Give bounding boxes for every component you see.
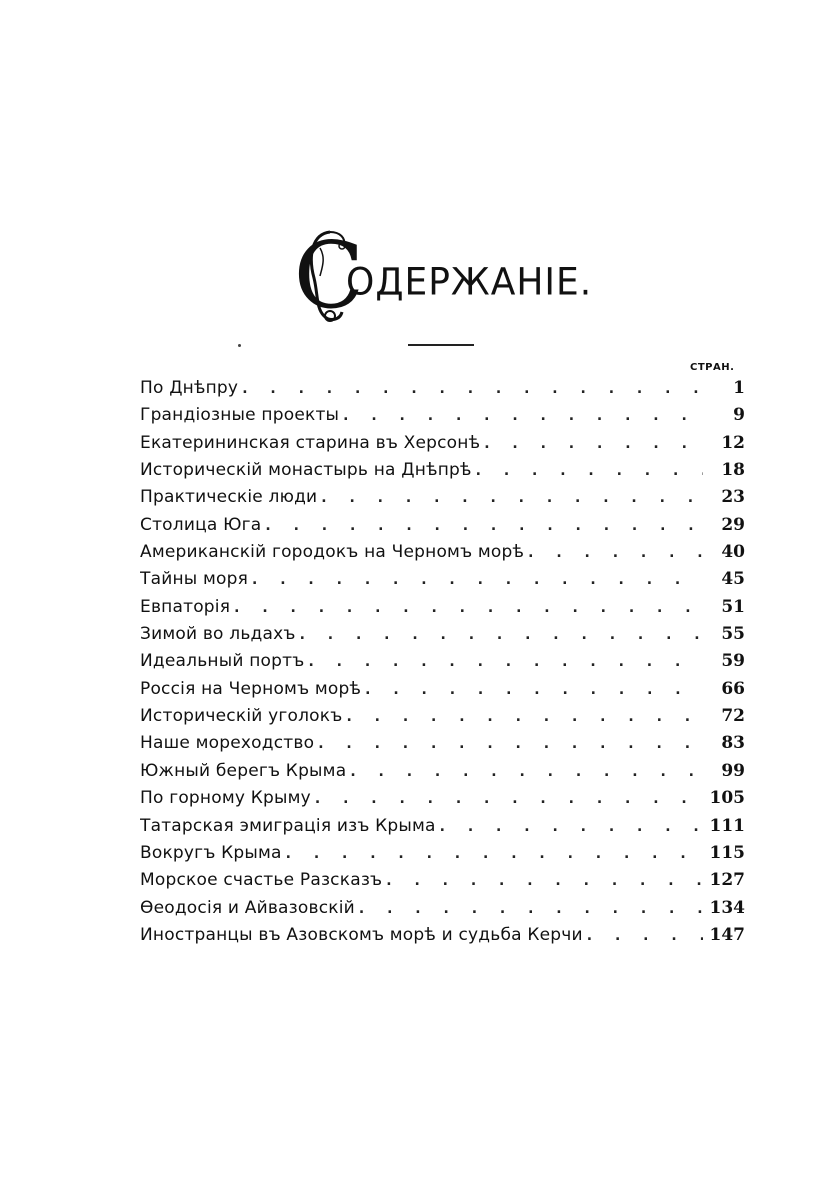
toc-entry: [140, 375, 745, 402]
toc-entry-page-number: 147: [709, 924, 745, 945]
toc-entry-title: Идеальный портъ: [140, 648, 308, 675]
toc-entry-title: Грандіозные проекты: [140, 402, 343, 429]
toc-dot-leader: [308, 649, 703, 675]
toc-entry-page-number: 105: [709, 788, 745, 809]
toc-dot-leader: [234, 595, 703, 621]
toc-entry-title: Тайны моря: [140, 566, 252, 593]
heading-text: ОДЕРЖАНІЕ.: [346, 260, 593, 304]
toc-entry: [140, 430, 745, 457]
toc-entry: [140, 457, 745, 484]
toc-entry: [140, 676, 745, 703]
toc-dot-leader: [343, 403, 703, 429]
heading-rule: [408, 344, 474, 346]
toc-entry-page-number: 9: [733, 405, 745, 426]
toc-entry: [140, 594, 745, 621]
toc-entry-title: Наше мореходство: [140, 730, 318, 757]
toc-dot-leader: [359, 896, 703, 922]
toc-dot-leader: [300, 622, 703, 648]
print-speck: [238, 344, 241, 347]
toc-dot-leader: [252, 567, 703, 593]
toc-entry-page-number: 29: [721, 514, 745, 535]
toc-dot-leader: [484, 431, 703, 457]
toc-entry-title: Евпаторія: [140, 594, 234, 621]
toc-entry: [140, 566, 745, 593]
toc-entry-page-number: 111: [709, 815, 745, 836]
toc-entry-title: Морское счастье Разсказъ: [140, 867, 386, 894]
toc-dot-leader: [365, 677, 703, 703]
toc-entry: [140, 813, 745, 840]
toc-entry-title: По горному Крыму: [140, 785, 315, 812]
toc-entry: [140, 621, 745, 648]
toc-entry-page-number: 59: [721, 651, 745, 672]
toc-entry-title: Зимой во льдахъ: [140, 621, 300, 648]
toc-entry-page-number: 66: [721, 678, 745, 699]
toc-entry-title: Россія на Черномъ морѣ: [140, 676, 365, 703]
toc-entry-page-number: 23: [721, 487, 745, 508]
toc-entry: [140, 703, 745, 730]
toc-dot-leader: [286, 841, 703, 867]
toc-entry: [140, 758, 745, 785]
toc-entry-page-number: 18: [721, 460, 745, 481]
toc-entry-page-number: 115: [709, 842, 745, 863]
toc-entry: [140, 785, 745, 812]
toc-entry-title: Историческій уголокъ: [140, 703, 346, 730]
toc-entry: [140, 867, 745, 894]
toc-entry-title: Ѳеодосія и Айвазовскій: [140, 895, 359, 922]
toc-dot-leader: [242, 376, 703, 402]
table-of-contents: [140, 375, 745, 949]
toc-entry: [140, 648, 745, 675]
toc-entry: [140, 484, 745, 511]
toc-entry-title: Столица Юга: [140, 512, 265, 539]
heading-initial-letter: С: [293, 222, 365, 329]
toc-entry-title: Вокругъ Крыма: [140, 840, 286, 867]
toc-entry-page-number: 83: [721, 733, 745, 754]
toc-entry: [140, 539, 745, 566]
toc-entry-page-number: 72: [721, 706, 745, 727]
toc-entry-page-number: 55: [721, 624, 745, 645]
toc-entry-page-number: 134: [709, 897, 745, 918]
toc-entry-title: Екатерининская старина въ Херсонѣ: [140, 430, 484, 457]
toc-entry-page-number: 40: [721, 542, 745, 563]
toc-entry-title: Историческій монастырь на Днѣпрѣ: [140, 457, 476, 484]
toc-dot-leader: [315, 786, 703, 812]
toc-entry-page-number: 12: [721, 432, 745, 453]
toc-dot-leader: [587, 923, 703, 949]
toc-entry-title: По Днѣпру: [140, 375, 242, 402]
toc-entry-title: Американскій городокъ на Черномъ морѣ: [140, 539, 528, 566]
toc-entry: [140, 922, 745, 949]
toc-entry-title: Практическіе люди: [140, 484, 321, 511]
toc-entry: [140, 895, 745, 922]
toc-dot-leader: [440, 814, 703, 840]
toc-entry: [140, 730, 745, 757]
toc-entry-title: Татарская эмиграція изъ Крыма: [140, 813, 440, 840]
toc-dot-leader: [476, 458, 703, 484]
toc-entry: [140, 512, 745, 539]
toc-entry: [140, 840, 745, 867]
toc-entry-page-number: 1: [733, 378, 745, 398]
toc-entry-page-number: 127: [709, 870, 745, 891]
toc-dot-leader: [265, 513, 703, 539]
toc-dot-leader: [318, 731, 703, 757]
toc-entry: [140, 402, 745, 429]
toc-dot-leader: [321, 485, 703, 511]
toc-dot-leader: [386, 868, 703, 894]
toc-dot-leader: [528, 540, 703, 566]
toc-entry-page-number: 99: [721, 760, 745, 781]
toc-dot-leader: [346, 704, 703, 730]
contents-heading: [293, 222, 600, 329]
toc-entry-title: Иностранцы въ Азовскомъ морѣ и судьба Керчи: [140, 922, 587, 949]
toc-entry-page-number: 45: [721, 569, 745, 590]
toc-entry-title: Южный берегъ Крыма: [140, 758, 350, 785]
toc-dot-leader: [350, 759, 703, 785]
page-column-label: СТРАН.: [690, 362, 735, 373]
toc-entry-page-number: 51: [721, 596, 745, 617]
